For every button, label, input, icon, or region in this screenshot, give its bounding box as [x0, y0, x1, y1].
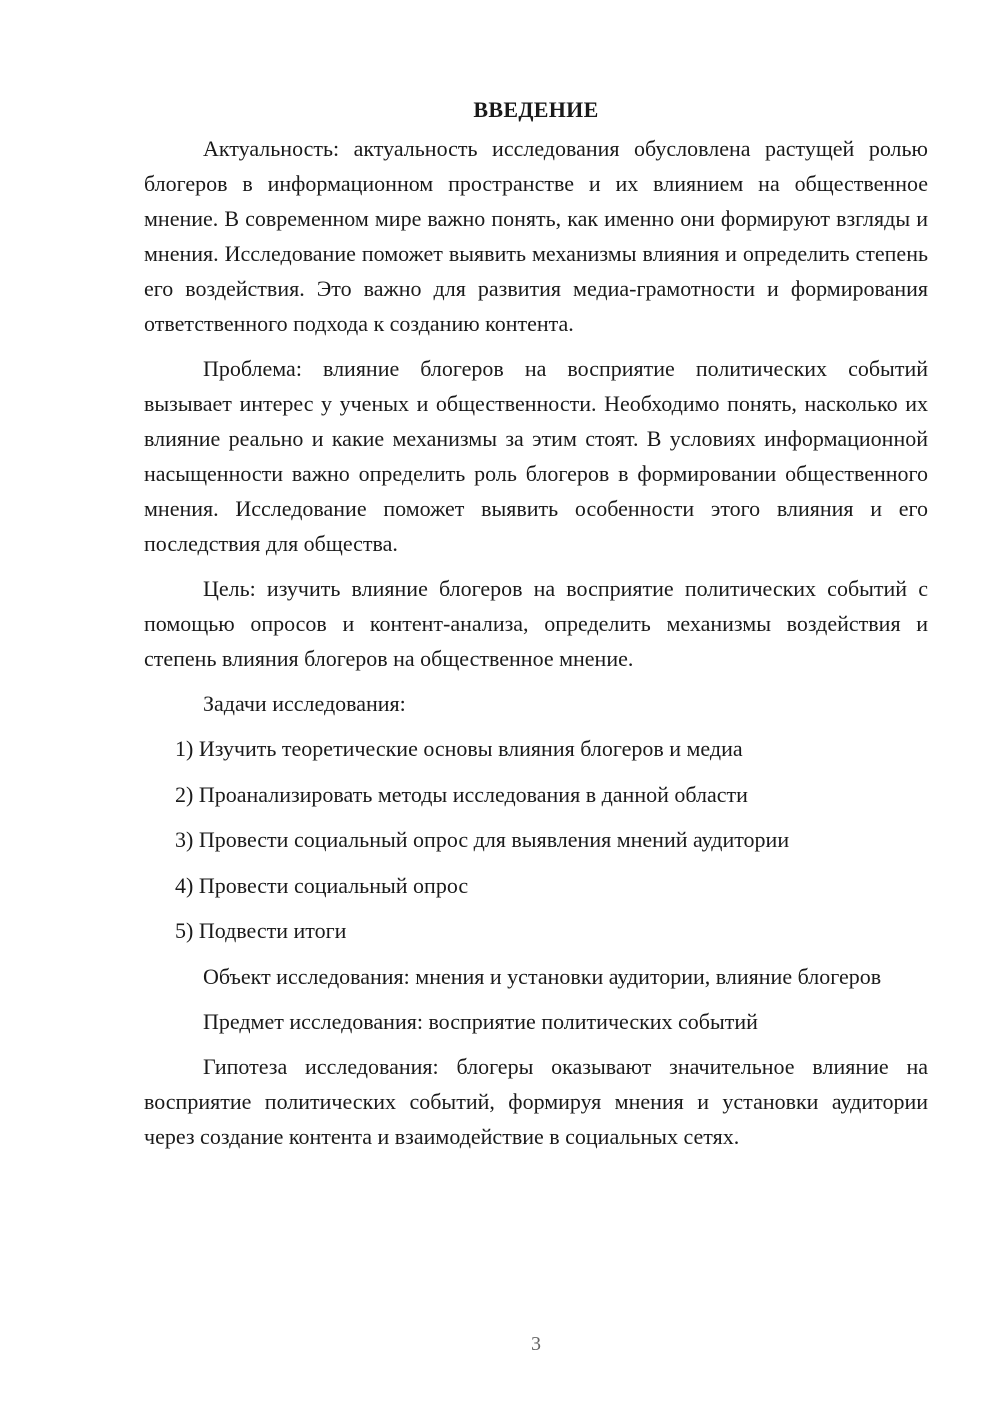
page-number: 3 — [531, 1333, 541, 1355]
goal-paragraph: Цель: изучить влияние блогеров на восприятие политических событий с помощью опросов и контент-анализа, определить механизмы воздействия и степень влияния блогеров на общественное мнение. — [144, 576, 928, 671]
hypothesis-paragraph: Гипотеза исследования: блогеры оказывают значительное влияние на восприятие политических событий, формируя мнения и установки аудитории через создание контента и взаимодействие в социальных сетях. — [144, 1053, 928, 1149]
relevance-paragraph: Актуальность: актуальность исследования обусловлена растущей ролью блогеров в информационном пространстве и их влиянием на общественное мнение. В современном мире важно понять, как именно они формируют взгляды и мнения. Исследование поможет выявить механизмы влияния и определить степень его воздействия. Это важно для развития медиа-грамотности и формирования ответственного подхода к созданию контента. — [144, 136, 928, 336]
task-item: 2) Проанализировать методы исследования в данной области — [175, 781, 748, 807]
subject-paragraph: Предмет исследования: восприятие политических событий — [203, 1008, 758, 1034]
object-paragraph: Объект исследования: мнения и установки аудитории, влияние блогеров — [203, 963, 882, 989]
task-item: 1) Изучить теоретические основы влияния блогеров и медиа — [175, 736, 743, 761]
document-page — [144, 92, 928, 1164]
problem-paragraph: Проблема: влияние блогеров на восприятие политических событий вызывает интерес у ученых и общественности. Необходимо понять, насколько их влияние реально и какие механизмы за этим стоят. В условиях информационной насыщенности важно определить роль блогеров в формировании общественного мнения. Исследование поможет выявить особенности этого влияния и его последствия для общества. — [144, 356, 928, 556]
section-heading: ВВЕДЕНИЕ — [473, 97, 599, 122]
task-item: 5) Подвести итоги — [175, 918, 347, 943]
task-item: 3) Провести социальный опрос для выявления мнений аудитории — [175, 827, 790, 852]
task-item: 4) Провести социальный опрос — [175, 872, 469, 898]
tasks-heading: Задачи исследования: — [203, 691, 406, 716]
tasks-list — [144, 731, 928, 948]
